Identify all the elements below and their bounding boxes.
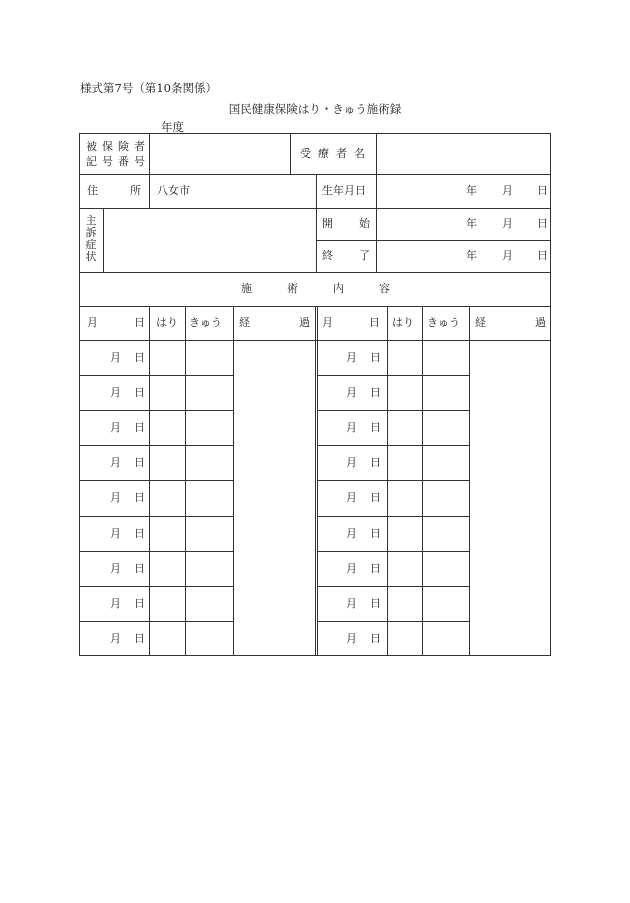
- row-day-right: 日: [370, 456, 381, 469]
- col-day-left: 日: [134, 316, 145, 329]
- rule: [80, 480, 233, 481]
- start-year-unit: 年: [466, 217, 477, 230]
- row-day-left: 日: [134, 351, 145, 364]
- col-hari-right: はり: [392, 316, 414, 329]
- rule: [317, 375, 469, 376]
- start-month-unit: 月: [502, 217, 513, 230]
- row-day-right: 日: [370, 491, 381, 504]
- rule: [80, 551, 233, 552]
- row-month-left: 月: [110, 386, 121, 399]
- row-month-left: 月: [110, 562, 121, 575]
- rule: [149, 174, 150, 208]
- rule: [80, 375, 233, 376]
- row-day-left: 日: [134, 562, 145, 575]
- section-title-char: 施: [241, 282, 252, 295]
- birth-month-unit: 月: [502, 184, 513, 197]
- row-month-left: 月: [110, 421, 121, 434]
- end-label-char1: 終: [322, 249, 333, 262]
- rule: [315, 306, 316, 655]
- form-number: 様式第7号（第10条関係）: [80, 81, 217, 95]
- col-month-right: 月: [322, 316, 333, 329]
- col-kyu-left: きゅう: [189, 316, 222, 329]
- rule: [317, 410, 469, 411]
- address-value: 八女市: [157, 184, 190, 197]
- row-day-left: 日: [134, 527, 145, 540]
- chief-complaint-label: 主訴症状: [85, 214, 97, 263]
- rule: [80, 410, 233, 411]
- rule: [317, 516, 469, 517]
- patient-name-label: 受療者名: [300, 147, 372, 160]
- rule: [376, 174, 377, 272]
- row-day-right: 日: [370, 351, 381, 364]
- section-title-char: 内: [333, 282, 344, 295]
- row-month-left: 月: [110, 527, 121, 540]
- row-day-right: 日: [370, 386, 381, 399]
- col-day-right: 日: [369, 316, 380, 329]
- row-day-left: 日: [134, 456, 145, 469]
- row-month-right: 月: [346, 351, 357, 364]
- rule: [103, 208, 104, 272]
- rule: [316, 174, 317, 272]
- rule: [317, 480, 469, 481]
- row-month-left: 月: [110, 456, 121, 469]
- col-progress-left-2: 過: [299, 316, 310, 329]
- treatment-record-form: [79, 133, 551, 656]
- row-month-right: 月: [346, 562, 357, 575]
- row-day-left: 日: [134, 597, 145, 610]
- col-hari-left: はり: [156, 316, 178, 329]
- birth-year-unit: 年: [466, 184, 477, 197]
- rule: [376, 134, 377, 174]
- row-month-right: 月: [346, 386, 357, 399]
- insured-number-label-2: 記号番号: [86, 155, 150, 168]
- row-month-left: 月: [110, 491, 121, 504]
- rule: [80, 208, 550, 209]
- rule: [233, 306, 234, 655]
- rule: [317, 586, 469, 587]
- row-day-right: 日: [370, 421, 381, 434]
- col-progress-right-1: 経: [475, 316, 486, 329]
- rule: [317, 551, 469, 552]
- row-month-left: 月: [110, 632, 121, 645]
- row-month-right: 月: [346, 527, 357, 540]
- rule: [469, 306, 470, 655]
- row-day-left: 日: [134, 491, 145, 504]
- col-progress-right-2: 過: [535, 316, 546, 329]
- address-label-char2: 所: [130, 184, 141, 197]
- row-month-left: 月: [110, 351, 121, 364]
- col-month-left: 月: [87, 316, 98, 329]
- row-day-right: 日: [370, 562, 381, 575]
- birth-day-unit: 日: [537, 184, 548, 197]
- start-day-unit: 日: [537, 217, 548, 230]
- rule: [317, 621, 469, 622]
- rule: [80, 174, 550, 175]
- rule: [316, 240, 550, 241]
- rule: [80, 445, 233, 446]
- row-day-right: 日: [370, 597, 381, 610]
- row-day-left: 日: [134, 632, 145, 645]
- address-label-char1: 住: [87, 184, 98, 197]
- rule: [317, 445, 469, 446]
- rule: [290, 134, 291, 174]
- section-title-char: 容: [379, 282, 390, 295]
- section-title-char: 術: [287, 282, 298, 295]
- end-label-char2: 了: [359, 249, 370, 262]
- end-month-unit: 月: [502, 249, 513, 262]
- row-month-right: 月: [346, 597, 357, 610]
- insured-number-label-1: 被保険者: [86, 140, 150, 153]
- rule: [80, 621, 233, 622]
- birth-date-label: 生年月日: [322, 184, 366, 197]
- row-day-left: 日: [134, 421, 145, 434]
- start-label-char1: 開: [322, 217, 333, 230]
- row-month-right: 月: [346, 632, 357, 645]
- rule: [80, 586, 233, 587]
- row-day-right: 日: [370, 527, 381, 540]
- end-year-unit: 年: [466, 249, 477, 262]
- row-day-right: 日: [370, 632, 381, 645]
- rule: [80, 516, 233, 517]
- row-month-right: 月: [346, 491, 357, 504]
- fiscal-year-label: 年度: [161, 120, 184, 134]
- col-progress-left-1: 経: [239, 316, 250, 329]
- document-title: 国民健康保険はり・きゅう施術録: [228, 102, 402, 116]
- col-kyu-right: きゅう: [427, 316, 460, 329]
- row-month-left: 月: [110, 597, 121, 610]
- end-day-unit: 日: [537, 249, 548, 262]
- row-month-right: 月: [346, 421, 357, 434]
- row-day-left: 日: [134, 386, 145, 399]
- row-month-right: 月: [346, 456, 357, 469]
- rule: [80, 272, 550, 273]
- start-label-char2: 始: [359, 217, 370, 230]
